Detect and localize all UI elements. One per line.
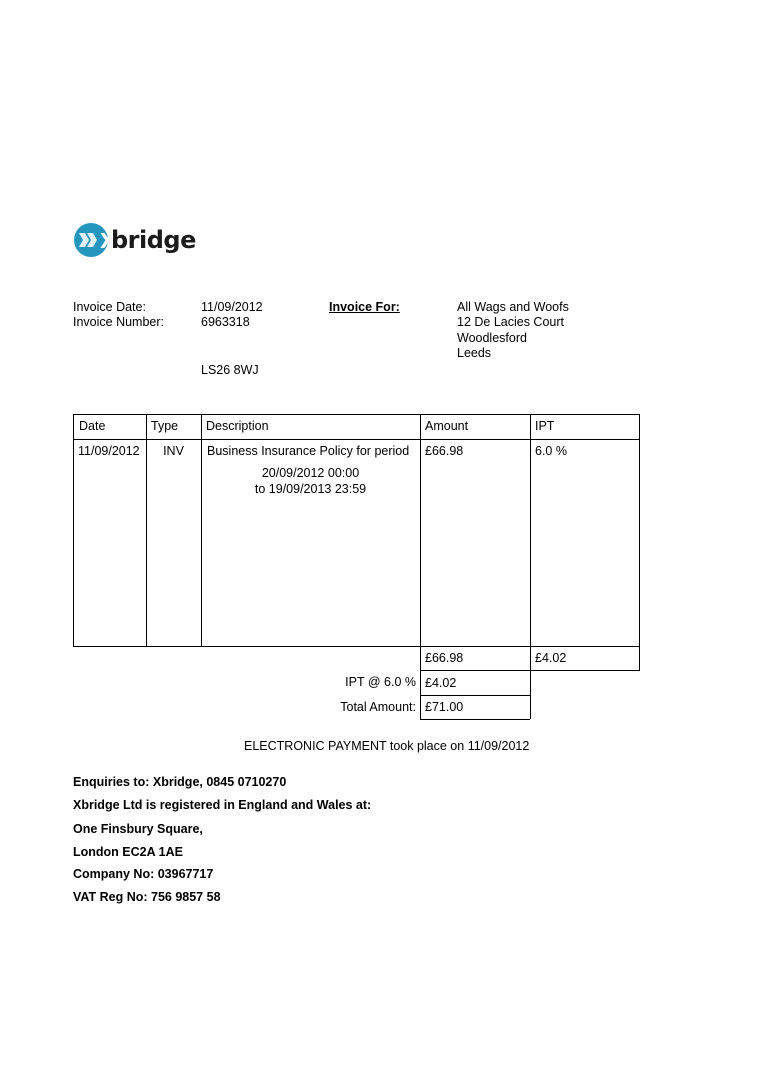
row-period-to: to 19/09/2013 23:59 [254,482,367,496]
logo-wordmark: bridge [111,226,196,254]
invoice-number-label: Invoice Number: [73,315,165,329]
column-header-amount: Amount [425,419,469,433]
row-period-from: 20/09/2012 00:00 [261,466,360,480]
column-header-description: Description [206,419,269,433]
row-type: INV [163,444,184,458]
total-value: £71.00 [425,700,464,714]
footer-address-line1: One Finsbury Square, [73,822,203,836]
customer-postcode: LS26 8WJ [201,363,259,377]
customer-line: 12 De Lacies Court [457,315,565,329]
column-header-type: Type [151,419,179,433]
invoice-date-label: Invoice Date: [73,300,146,314]
svg-text:X: X [100,229,116,253]
row-amount: £66.98 [425,444,464,458]
footer-enquiries: Enquiries to: Xbridge, 0845 0710270 [73,775,287,789]
payment-note: ELECTRONIC PAYMENT took place on 11/09/2012 [244,739,530,753]
customer-line: Leeds [457,346,492,360]
row-ipt: 6.0 % [535,444,567,458]
footer-registered: Xbridge Ltd is registered in England and Wales at: [73,798,372,812]
footer-address-line2: London EC2A 1AE [73,845,183,859]
footer-company-no: Company No: 03967717 [73,867,214,881]
customer-line: Woodlesford [457,331,527,345]
footer-vat-reg: VAT Reg No: 756 9857 58 [73,890,221,904]
row-date: 11/09/2012 [78,444,140,458]
subtotal-ipt: £4.02 [535,651,567,665]
ipt-value: £4.02 [425,676,457,690]
total-label: Total Amount: [340,700,416,714]
customer-line: All Wags and Woofs [457,300,569,314]
invoice-number-value: 6963318 [201,315,250,329]
invoice-date-value: 11/09/2012 [201,300,263,314]
ipt-label: IPT @ 6.0 % [345,675,416,689]
column-header-date: Date [79,419,106,433]
row-description: Business Insurance Policy for period [207,444,410,458]
xbridge-logo [73,221,203,259]
invoice-for-label: Invoice For: [329,300,400,314]
column-header-ipt: IPT [535,419,555,433]
xbridge-logo-mark [73,221,116,261]
subtotal-amount: £66.98 [425,651,464,665]
